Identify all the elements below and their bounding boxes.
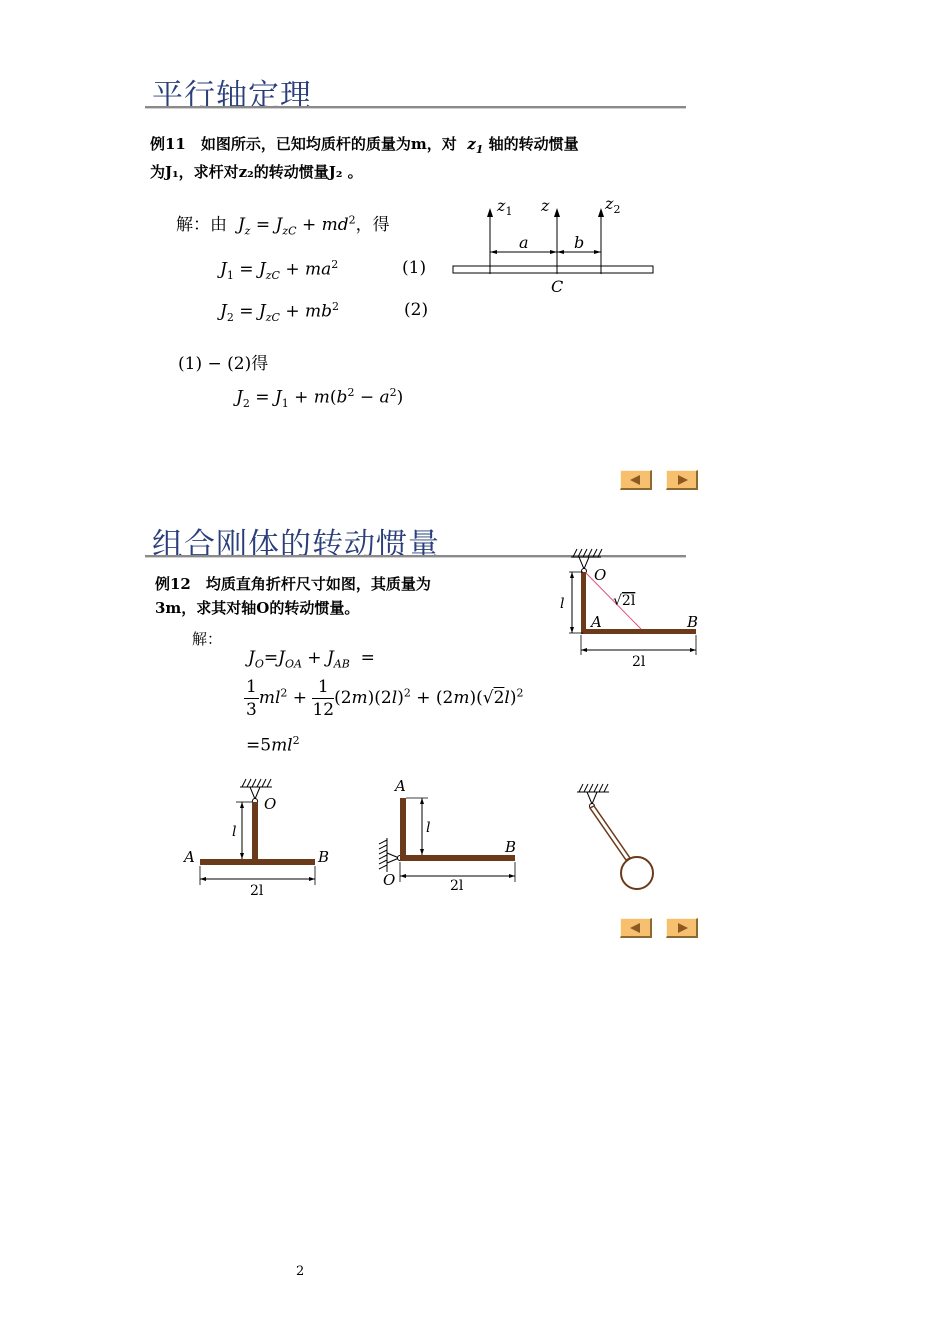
- label-z2: $z_2$: [605, 194, 621, 216]
- fig-b-label-B: B: [505, 838, 517, 856]
- label-A: A: [591, 613, 602, 631]
- label-l: l: [560, 596, 565, 612]
- label-b: b: [574, 233, 585, 252]
- t-shape-figure: [180, 775, 330, 900]
- example11-line2: 为J₁，求杆对z₂的转动惯量J₂ 。: [150, 163, 363, 181]
- solution-label: 解：由: [176, 215, 227, 235]
- label-C: C: [551, 277, 564, 296]
- eq-jo: $J_O=J_{OA} + J_{AB}$ =: [248, 648, 375, 671]
- z-axis-arrow: [554, 208, 560, 217]
- example11-tail: 轴的转动惯量: [488, 135, 579, 153]
- t-vertical-rod: [252, 802, 258, 860]
- section2-title: 组合刚体的转动惯量: [152, 527, 440, 563]
- fig-b-label-2l: 2l: [450, 878, 464, 894]
- z1-axis-arrow: [487, 208, 493, 217]
- l-shape-figure: [370, 772, 525, 897]
- pendulum-disk: [621, 857, 653, 889]
- l-horizontal-rod: [400, 855, 515, 861]
- fig-b-label-l: l: [426, 820, 431, 836]
- pendulum-rod: [590, 806, 630, 860]
- fig-a-label-A: A: [184, 848, 195, 866]
- rod-OA: [581, 572, 586, 633]
- difference-label: (1) − (2)得: [178, 354, 269, 374]
- triangle-right-icon: [667, 471, 697, 489]
- solution2-label: 解：: [192, 630, 223, 648]
- label-a: a: [519, 233, 529, 252]
- next-slide-button[interactable]: [666, 470, 698, 490]
- section1-title: 平行轴定理: [152, 78, 312, 114]
- fig-a-label-O: O: [264, 795, 277, 813]
- label-O: O: [594, 566, 607, 584]
- label-z1: $z_1$: [497, 196, 513, 218]
- page-number: 2: [296, 1264, 305, 1279]
- fig-a-label-2l: 2l: [250, 883, 264, 899]
- example11-text: 例11 如图所示，已知均质杆的质量为m，对: [150, 135, 457, 153]
- label-2l: 2l: [632, 654, 646, 670]
- fig-a-label-B: B: [318, 848, 330, 866]
- t-horizontal-rod: [200, 859, 315, 865]
- example11-line1: 例11 如图所示，已知均质杆的质量为m，对 $z_1$ 轴的转动惯量: [150, 135, 579, 156]
- solution-eq0: 解：由 $J_z = J_{zC} + md^2$，得: [176, 213, 390, 238]
- fig-a-label-l: l: [232, 824, 237, 840]
- prev-slide-button[interactable]: [620, 470, 652, 490]
- equation-2-number: (2): [404, 300, 429, 320]
- label-z: z: [541, 196, 550, 215]
- next-slide-button-2[interactable]: [666, 918, 698, 938]
- eq-expansion: $\frac{1}{3}$ $ml^2$ + $\frac{1}{12}$ $(2m)(2l)^2 + (2m)(√2l)^2$: [246, 677, 524, 720]
- label-sqrt2l: √2l: [613, 593, 636, 609]
- equation-2: $J_2 = J_{zC} + mb^2$: [220, 300, 340, 325]
- pendulum-figure: [570, 780, 670, 895]
- fig-b-label-O: O: [383, 871, 396, 889]
- rod: [453, 266, 653, 273]
- bent-rod-diagram: [555, 545, 705, 670]
- triangle-left-icon: [621, 471, 651, 489]
- parallel-axis-diagram: [445, 190, 665, 300]
- triangle-left-icon: [621, 919, 651, 937]
- obtain-text: ，得: [355, 215, 390, 235]
- eq-result: $=5ml^2$: [246, 734, 300, 756]
- title-divider: [145, 106, 686, 109]
- prev-slide-button-2[interactable]: [620, 918, 652, 938]
- fig-b-label-A: A: [395, 777, 406, 795]
- equation-1: $J_1 = J_{zC} + ma^2$: [220, 258, 339, 283]
- example12-line2: 3m，求其对轴O的转动惯量。: [155, 599, 360, 617]
- triangle-right-icon: [667, 919, 697, 937]
- example12-line1: 例12 均质直角折杆尺寸如图，其质量为: [155, 575, 431, 593]
- result-equation: $J_2 = J_1 + m(b^2 - a^2)$: [236, 386, 404, 411]
- label-B: B: [687, 613, 699, 631]
- equation-1-number: (1): [402, 258, 427, 278]
- z2-axis-arrow: [598, 208, 604, 217]
- l-vertical-rod: [400, 798, 406, 860]
